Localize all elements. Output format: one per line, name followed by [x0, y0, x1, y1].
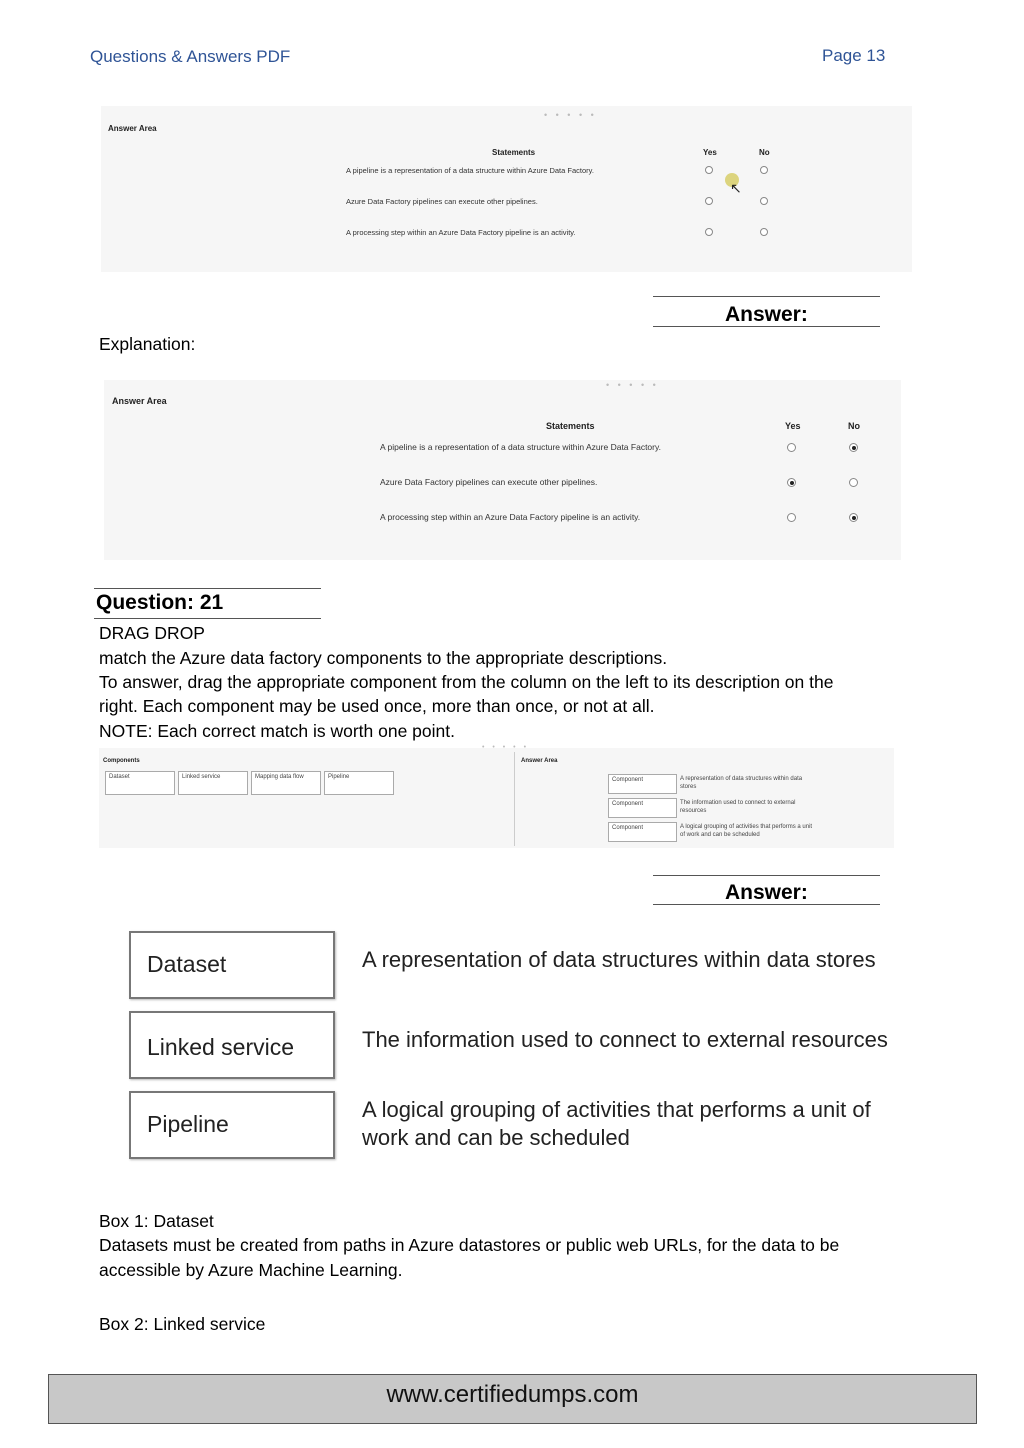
answer-component-2: Linked service: [147, 1034, 295, 1060]
yes-header: Yes: [703, 148, 717, 157]
statement-2-yes-radio-selected[interactable]: [787, 478, 796, 487]
box1-text-line-1: Datasets must be created from paths in Azure datastores or public web URLs, for the data to be: [99, 1235, 840, 1255]
component-mapping-data-flow[interactable]: Mapping data flow: [251, 771, 321, 795]
question-title: Question: 21: [96, 591, 224, 614]
page-number: Page 13: [822, 46, 886, 65]
panel-divider: [514, 752, 515, 846]
statement-2-no-radio[interactable]: [849, 478, 858, 487]
document-header-title: Questions & Answers PDF: [90, 47, 291, 66]
statement-3-yes-radio[interactable]: [787, 513, 796, 522]
answer-component-1: Dataset: [147, 951, 227, 977]
question-text-line-2: To answer, drag the appropriate component from the column on the left to its description on the: [99, 672, 834, 692]
explanation-label: Explanation:: [99, 334, 196, 354]
statements-header: Statements: [492, 148, 536, 157]
component-pipeline[interactable]: Pipeline: [324, 771, 394, 795]
answer-label: Answer:: [725, 303, 808, 326]
description-1: A representation of data structures within data stores: [680, 776, 803, 790]
answer-area-label: Answer Area: [112, 396, 167, 406]
statement-3-yes-radio[interactable]: [705, 228, 713, 236]
question-text-line-4: NOTE: Each correct match is worth one point.: [99, 721, 455, 741]
answer-component-3: Pipeline: [147, 1111, 229, 1137]
statement-2-yes-radio[interactable]: [705, 197, 713, 205]
statement-1-no-radio-selected[interactable]: [849, 443, 858, 452]
question-text-line-3: right. Each component may be used once, more than once, or not at all.: [99, 696, 655, 716]
drag-dots-icon: • • • • •: [606, 380, 659, 390]
component-linked-service[interactable]: Linked service: [178, 771, 248, 795]
statement-3-no-radio-selected[interactable]: [849, 513, 858, 522]
components-label: Components: [103, 758, 140, 764]
footer-website: www.certifiedumps.com: [48, 1374, 977, 1424]
drag-dots-icon: • • • • •: [482, 744, 530, 751]
box2-title: Box 2: Linked service: [99, 1314, 266, 1334]
drop-slot-3[interactable]: Component: [608, 822, 677, 842]
statement-2-no-radio[interactable]: [760, 197, 768, 205]
statement-2: Azure Data Factory pipelines can execute other pipelines.: [346, 197, 538, 206]
yes-header: Yes: [785, 421, 801, 431]
question-text-line-1: match the Azure data factory components to the appropriate descriptions.: [99, 648, 668, 668]
box1-title: Box 1: Dataset: [99, 1211, 214, 1231]
component-dataset[interactable]: Dataset: [105, 771, 175, 795]
statement-1: A pipeline is a representation of a data structure within Azure Data Factory.: [380, 442, 661, 452]
statement-1: A pipeline is a representation of a data structure within Azure Data Factory.: [346, 166, 594, 175]
answer-area-label: Answer Area: [108, 124, 157, 133]
q21-drag-drop-screenshot: [99, 744, 894, 848]
box1-text-line-2: accessible by Azure Machine Learning.: [99, 1260, 403, 1280]
answer-area-label: Answer Area: [521, 758, 558, 764]
answer-description-3: A logical grouping of activities that performs a unit of work and can be scheduled: [362, 1097, 871, 1150]
mouse-pointer-icon: ↖: [730, 180, 742, 196]
answer-description-2: The information used to connect to external resources: [362, 1027, 888, 1052]
answer-description-1: A representation of data structures within data stores: [362, 947, 876, 972]
question-type: DRAG DROP: [99, 623, 205, 643]
no-header: No: [848, 421, 860, 431]
answer-box-dataset: [129, 931, 335, 999]
statement-3: A processing step within an Azure Data Factory pipeline is an activity.: [380, 512, 641, 522]
drop-slot-1[interactable]: Component: [608, 774, 677, 794]
statement-1-no-radio[interactable]: [760, 166, 768, 174]
statement-2: Azure Data Factory pipelines can execute other pipelines.: [380, 477, 598, 487]
q20-explanation-screenshot: [104, 380, 901, 560]
description-3: A logical grouping of activities that performs a unit of work and can be scheduled: [680, 824, 813, 838]
statement-3-no-radio[interactable]: [760, 228, 768, 236]
statement-3: A processing step within an Azure Data Factory pipeline is an activity.: [346, 228, 576, 237]
answer-box-pipeline: [129, 1091, 335, 1159]
answer-box-linked-service: [129, 1011, 335, 1079]
description-2: The information used to connect to external resources: [680, 800, 796, 814]
answer-label: Answer:: [725, 881, 808, 904]
statements-header: Statements: [546, 421, 595, 431]
drop-slot-2[interactable]: Component: [608, 798, 677, 818]
q20-answer-area-screenshot: [101, 106, 912, 272]
drag-dots-icon: • • • • •: [544, 110, 597, 120]
no-header: No: [759, 148, 770, 157]
statement-1-yes-radio[interactable]: [787, 443, 796, 452]
statement-1-yes-radio[interactable]: [705, 166, 713, 174]
